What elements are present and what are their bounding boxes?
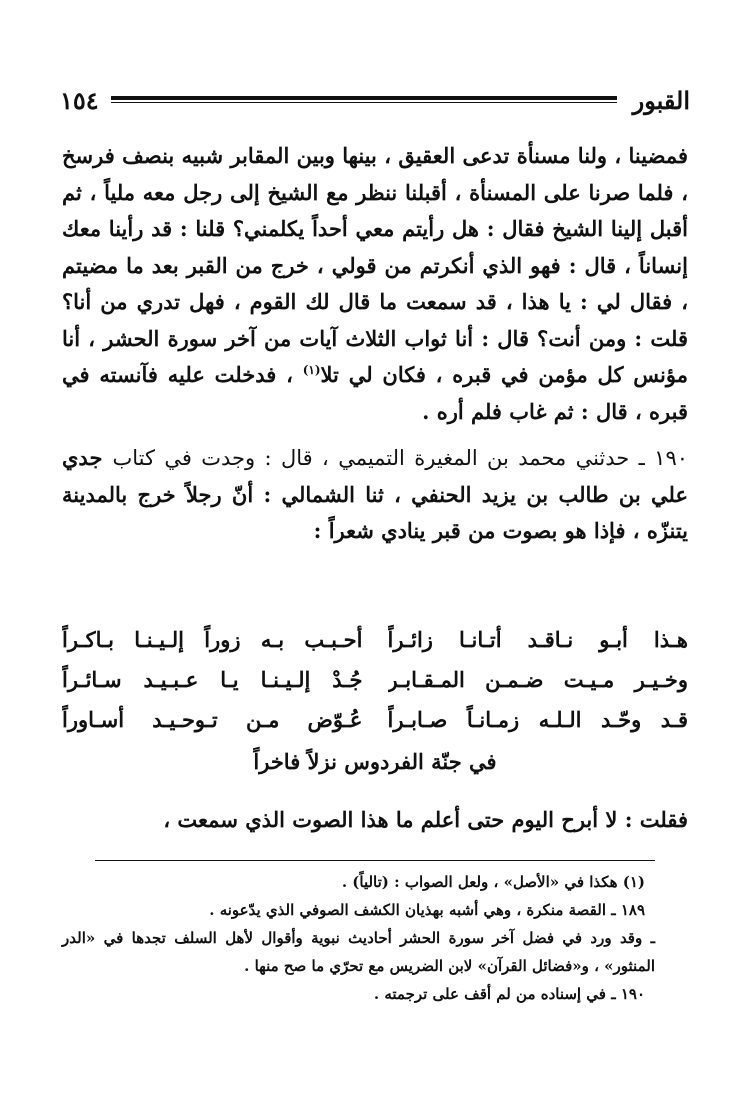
verse-second-hemistich: عُـوّض مـن تـوحـيـد أسـاوراً [62,707,363,732]
footnote-item: ١٨٩ ـ القصة منكرة ، وهي أشبه بهذيان الكشف الصوفي الذي يدّعونه . [209,901,645,919]
verse-final-line: في جنّة الفردوس نزلاً فاخراً [253,749,497,774]
verse-line [62,700,688,740]
page-number: ١٥٤ [60,85,99,115]
footnote-rule [95,860,655,861]
paragraph-rest: جدي علي بن طالب بن يزيد الحنفي ، ثنا الشمالي : أنّ رجلاً خرج بالمدينة يتنزّه ، فإذا هو بصوت من قبر ينادي شعراً : [62,445,688,543]
verse-line [62,620,688,660]
paragraph-190 [62,440,688,550]
paragraph-lead: ١٩٠ ـ حدثني محمد بن المغيرة التميمي ، قال : وجدت في كتاب [112,446,689,470]
running-title: القبور [632,85,690,115]
paragraph-text: فمضينا ، ولنا مسنأة تدعى العقيق ، بينها وبين المقابر شبيه بنصف فرسخ ، فلما صرنا على المسنأة ، أقبلنا ننظر مع الشيخ إلى رجل معه ملياً ، ثم أقبل إلينا الشيخ فقال : هل رأيتم معي أحداً يكلمني؟ قلنا : قد رأينا معك إنساناً ، قال : فهو الذي أنكرتم من قولي ، خرج من القبر بعد ما مضيتم ، فقال لي : يا هذا ، قد سمعت ما قال لك القوم ، فهل تدري من أنا؟ قلت : ومن أنت؟ قال : أنا ثواب الثلاث آيات من آخر سورة الحشر ، أنا مؤنس كل مؤمن في قبره ، فكان لي تلا [62,143,688,387]
verse-first-hemistich: وخـيـر مـيـت ضـمـن المـقـابـر [387,667,688,692]
header-rule [111,96,617,104]
verse-second-hemistich: جُـدْ إلـيـنـا يـا عـبـيـد سـائـراً [62,667,363,692]
footnote-marker: (١) [302,363,321,377]
closing-line: فقلت : لا أبرح اليوم حتى أعلم ما هذا الصوت الذي سمعت ، [163,807,688,832]
verse-first-hemistich: قـد وحّـد الـلـه زمـانـاً صـابـراً [387,707,688,732]
poem [62,620,688,782]
footnote-item: ١٩٠ ـ في إسناده من لم أقف على ترجمته . [373,985,645,1003]
footnote-item: (١) هكذا في «الأصل» ، ولعل الصواب : (تالياً) . [341,873,645,891]
footnote-item: ـ وقد ورد في فضل آخر سورة الحشر أحاديث نبوية وأقوال لأهل السلف تجدها في «الدر المنثور» ، و«فضائل القرآن» لابن الضريس مع تحرّي ما صح منها . [62,929,655,975]
verse-second-hemistich: أحـبـب بـه زوراً إلـيـنـا بـاكـراً [62,627,363,652]
main-text [62,138,688,550]
footnotes [62,868,655,1008]
verse-line [62,660,688,700]
verse-first-hemistich: هـذا أبـو نـاقـد أتـانـا زائـراً [387,627,688,652]
page-header [60,80,690,120]
paragraph-tail: ، فدخلت عليه فآنسته في قبره ، قال : ثم غاب فلم أره . [62,362,688,424]
paragraph-story [62,138,688,430]
